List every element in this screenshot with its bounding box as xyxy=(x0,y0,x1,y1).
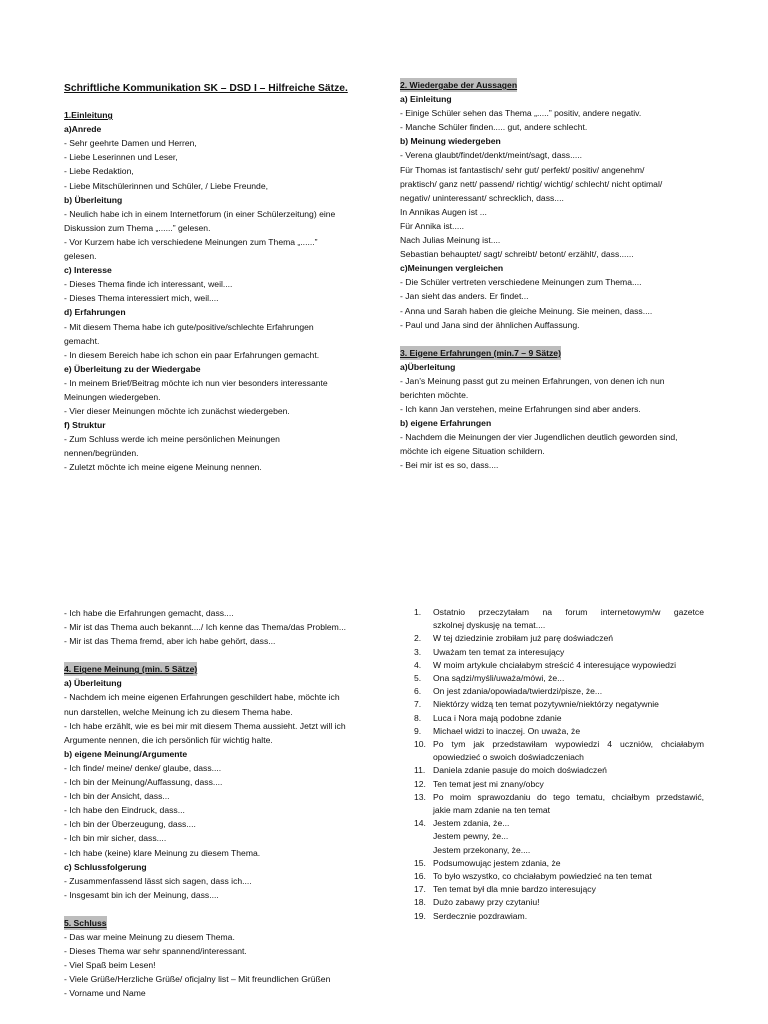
list-item xyxy=(414,883,704,896)
phrase-line xyxy=(64,446,384,460)
phrase-line xyxy=(64,136,384,150)
text: - Anna und Sarah haben die gleiche Meinung. Sie meinen, dass.... xyxy=(400,305,653,316)
text: - Nachdem ich meine eigenen Erfahrungen geschildert habe, möchte ich xyxy=(64,692,340,703)
list-number: 2. xyxy=(414,633,422,644)
phrase-line xyxy=(400,148,720,162)
phrase-line xyxy=(64,320,384,334)
list-item xyxy=(414,646,704,659)
phrase-line xyxy=(64,789,384,803)
phrase-line xyxy=(64,846,384,860)
page-title: Schriftliche Kommunikation SK – DSD I – Hilfreiche Sätze. xyxy=(64,83,348,94)
phrase-line xyxy=(64,432,384,446)
list-number: 9. xyxy=(414,725,422,736)
list-text xyxy=(433,632,704,645)
list-item xyxy=(414,738,704,764)
list-text xyxy=(433,857,704,870)
phrase-line xyxy=(400,318,720,332)
subheading xyxy=(64,860,384,874)
spacer xyxy=(64,648,384,662)
list-item xyxy=(414,791,704,817)
phrase-line xyxy=(64,972,384,986)
list-text xyxy=(433,685,704,698)
list-text xyxy=(433,896,704,909)
list-text-line: Ostatnio przeczytałam na forum internetowym/w gazetce xyxy=(433,607,704,617)
list-number: 3. xyxy=(414,646,422,657)
text: 1.Einleitung xyxy=(64,110,113,121)
phrase-line xyxy=(64,803,384,817)
list-item xyxy=(414,632,704,645)
text: - Das war meine Meinung zu diesem Thema. xyxy=(64,931,235,942)
text: b) eigene Meinung/Argumente xyxy=(64,748,188,759)
list-item xyxy=(414,606,704,632)
top-right-column xyxy=(400,78,720,473)
text: Diskussion zum Thema „......” gelesen. xyxy=(64,222,211,233)
section-heading xyxy=(400,78,720,92)
text: - Zum Schluss werde ich meine persönlichen Meinungen xyxy=(64,434,280,445)
phrase-line xyxy=(64,221,384,235)
text: - Ich kann Jan verstehen, meine Erfahrungen sind aber anders. xyxy=(400,404,641,415)
text: e) Überleitung zu der Wiedergabe xyxy=(64,363,201,374)
text: - Bei mir ist es so, dass.... xyxy=(400,460,499,471)
text: - Ich habe (keine) klare Meinung zu diesem Thema. xyxy=(64,847,261,858)
text: a)Anrede xyxy=(64,124,102,135)
phrase-line xyxy=(64,888,384,902)
spacer xyxy=(64,902,384,916)
list-text-line: opowiedzieć o swoich doświadczeniach xyxy=(433,752,584,763)
text: a) Überleitung xyxy=(64,678,122,689)
spacer xyxy=(400,332,720,346)
text: nun darstellen, welche Meinung ich zu diesem Thema habe. xyxy=(64,706,293,717)
list-item xyxy=(414,870,704,883)
subheading xyxy=(400,416,720,430)
text: - Viele Grüße/Herzliche Grüße/ oficjalny list – Mit freundlichen Grüßen xyxy=(64,974,331,985)
phrase-line xyxy=(64,376,384,390)
phrase-line xyxy=(64,150,384,164)
phrase-line xyxy=(400,219,720,233)
subheading xyxy=(64,362,384,376)
phrase-line xyxy=(400,191,720,205)
list-text-line: szkolnej dyskusję na temat.... xyxy=(433,620,546,631)
text: - Paul und Jana sind der ähnlichen Auffassung. xyxy=(400,319,580,330)
phrase-line xyxy=(64,944,384,958)
subheading xyxy=(64,418,384,432)
text: Für Annika ist..... xyxy=(400,220,464,231)
text: - Jan’s Meinung passt gut zu meinen Erfahrungen, von denen ich nun xyxy=(400,375,665,386)
list-text xyxy=(433,646,704,659)
text: - Die Schüler vertreten verschiedene Meinungen zum Thema.... xyxy=(400,277,642,288)
list-text-line: Jestem pewny, że... xyxy=(433,831,509,842)
list-text xyxy=(433,738,704,764)
list-text-line: Luca i Nora mają podobne zdanie xyxy=(433,712,562,723)
list-text xyxy=(433,725,704,738)
phrase-line xyxy=(64,733,384,747)
list-text xyxy=(433,606,704,632)
subheading xyxy=(400,134,720,148)
list-item xyxy=(414,712,704,725)
list-text-line: Niektórzy widzą ten temat pozytywnie/niektórzy negatywnie xyxy=(433,699,659,710)
text: - Jan sieht das anders. Er findet... xyxy=(400,291,529,302)
text: - Dieses Thema finde ich interessant, weil.... xyxy=(64,279,233,290)
list-number: 7. xyxy=(414,699,422,710)
text: möchte ich eigene Situation schildern. xyxy=(400,446,545,457)
list-number: 11. xyxy=(414,765,426,776)
text: Nach Julias Meinung ist.... xyxy=(400,235,501,246)
list-item xyxy=(414,698,704,711)
text: Argumente nennen, die ich persönlich für wichtig halte. xyxy=(64,734,273,745)
list-text-line: Daniela zdanie pasuje do moich doświadczeń xyxy=(433,765,607,776)
list-text xyxy=(433,659,704,672)
phrase-line xyxy=(400,106,720,120)
list-text xyxy=(433,870,704,883)
list-text xyxy=(433,764,704,777)
phrase-line xyxy=(64,620,384,634)
text: - Mir ist das Thema auch bekannt..../ Ich kenne das Thema/das Problem... xyxy=(64,622,346,633)
phrase-line xyxy=(400,163,720,177)
list-text-line: Po moim sprawozdaniu do tego tematu, chciałbym przedstawić, xyxy=(433,791,704,802)
list-text-line: Po tym jak przedstawiłam wypowiedzi 4 uczniów, chciałabym xyxy=(433,739,704,750)
phrase-line xyxy=(400,304,720,318)
text: - Ich bin der Überzeugung, dass.... xyxy=(64,819,196,830)
phrase-line xyxy=(64,719,384,733)
subheading xyxy=(400,92,720,106)
list-number: 4. xyxy=(414,659,422,670)
phrase-line xyxy=(64,291,384,305)
list-number: 17. xyxy=(414,884,426,895)
text: 2. Wiedergabe der Aussagen xyxy=(400,78,517,92)
top-left-column xyxy=(64,82,384,475)
section-heading xyxy=(400,346,720,360)
text: - Ich bin der Meinung/Auffassung, dass.... xyxy=(64,777,223,788)
subheading xyxy=(64,747,384,761)
phrase-line xyxy=(400,430,720,444)
list-number: 8. xyxy=(414,712,422,723)
subheading xyxy=(64,305,384,319)
phrase-line xyxy=(64,277,384,291)
text: In Annikas Augen ist ... xyxy=(400,206,487,217)
list-item xyxy=(414,685,704,698)
list-item xyxy=(414,725,704,738)
list-number: 14. xyxy=(414,818,426,829)
phrase-line xyxy=(64,817,384,831)
phrase-line xyxy=(400,275,720,289)
phrase-line xyxy=(64,179,384,193)
phrase-line xyxy=(400,458,720,472)
phrase-line xyxy=(64,460,384,474)
text: - Insgesamt bin ich der Meinung, dass.... xyxy=(64,889,219,900)
text: - Vor Kurzem habe ich verschiedene Meinungen zum Thema „......” xyxy=(64,236,318,247)
phrase-line xyxy=(64,249,384,263)
phrase-line xyxy=(400,402,720,416)
text: - In diesem Bereich habe ich schon ein paar Erfahrungen gemacht. xyxy=(64,349,320,360)
subheading xyxy=(400,360,720,374)
phrase-line xyxy=(400,388,720,402)
text: - Neulich habe ich in einem Internetforum (in einer Schülerzeitung) eine xyxy=(64,208,336,219)
phrase-line xyxy=(64,334,384,348)
list-number: 13. xyxy=(414,791,426,802)
list-text-line: W tej dziedzinie zrobiłam już parę doświadczeń xyxy=(433,633,614,644)
list-text xyxy=(433,817,704,857)
text: b) Meinung wiedergeben xyxy=(400,136,501,147)
list-number: 5. xyxy=(414,673,422,684)
text: c) Schlussfolgerung xyxy=(64,861,147,872)
phrase-line xyxy=(64,705,384,719)
list-item xyxy=(414,659,704,672)
text: - Ich bin der Ansicht, dass... xyxy=(64,791,170,802)
list-item xyxy=(414,896,704,909)
list-text-line: Dużo zabawy przy czytaniu! xyxy=(433,897,540,908)
list-number: 6. xyxy=(414,686,422,697)
text: - Dieses Thema interessiert mich, weil.... xyxy=(64,293,219,304)
list-number: 16. xyxy=(414,871,426,882)
text: - Vorname und Name xyxy=(64,988,146,999)
text: - Ich bin mir sicher, dass.... xyxy=(64,833,167,844)
list-text xyxy=(433,883,704,896)
bottom-left-column xyxy=(64,606,384,1000)
list-text xyxy=(433,910,704,923)
phrase-line xyxy=(64,761,384,775)
phrase-line xyxy=(64,986,384,1000)
text: - Liebe Mitschülerinnen und Schüler, / Liebe Freunde, xyxy=(64,180,268,191)
text: Sebastian behauptet/ sagt/ schreibt/ betont/ erzählt/, dass...... xyxy=(400,249,634,260)
text: - Dieses Thema war sehr spannend/interessant. xyxy=(64,946,247,957)
phrase-line xyxy=(400,247,720,261)
text: - Viel Spaß beim Lesen! xyxy=(64,960,156,971)
list-text-line: Michael widzi to inaczej. On uważa, że xyxy=(433,725,581,736)
phrase-line xyxy=(64,874,384,888)
text: praktisch/ ganz nett/ passend/ richtig/ wichtig/ schlecht/ nicht optimal/ xyxy=(400,178,663,189)
text: - Liebe Leserinnen und Leser, xyxy=(64,152,178,163)
text: Meinungen wiedergeben. xyxy=(64,391,161,402)
phrase-line xyxy=(64,930,384,944)
text: berichten möchte. xyxy=(400,389,469,400)
list-text-line: Ona sądzi/myśli/uważa/mówi, że... xyxy=(433,673,565,684)
phrase-line xyxy=(64,235,384,249)
list-text xyxy=(433,712,704,725)
text: f) Struktur xyxy=(64,420,106,431)
text: - Manche Schüler finden..... gut, andere schlecht. xyxy=(400,122,588,133)
sections-meinung-schluss xyxy=(64,606,384,1000)
subheading xyxy=(64,676,384,690)
sections-wiedergabe-erfahrungen xyxy=(400,78,720,473)
text: - Zusammenfassend lässt sich sagen, dass ich.... xyxy=(64,875,252,886)
subheading xyxy=(64,193,384,207)
phrase-line xyxy=(400,120,720,134)
text: b) eigene Erfahrungen xyxy=(400,418,492,429)
list-text xyxy=(433,672,704,685)
list-item xyxy=(414,910,704,923)
text: - Verena glaubt/findet/denkt/meint/sagt, dass..... xyxy=(400,150,583,161)
list-number: 1. xyxy=(414,607,422,617)
section-heading xyxy=(64,662,384,676)
phrase-line xyxy=(400,374,720,388)
text: 4. Eigene Meinung (min. 5 Sätze) xyxy=(64,662,197,676)
phrase-line xyxy=(64,348,384,362)
list-text-line: On jest zdania/opowiada/twierdzi/pisze, że... xyxy=(433,686,603,697)
list-text xyxy=(433,698,704,711)
text: a)Überleitung xyxy=(400,361,456,372)
list-text-line: To było wszystko, co chciałabym powiedzieć na ten temat xyxy=(433,871,652,882)
text: nennen/begründen. xyxy=(64,448,139,459)
list-text-line: Jestem przekonany, że.... xyxy=(433,844,531,855)
phrase-line xyxy=(64,207,384,221)
list-text xyxy=(433,791,704,817)
text: c)Meinungen vergleichen xyxy=(400,263,504,274)
list-number: 10. xyxy=(414,739,426,750)
list-text-line: Uważam ten temat za interesujący xyxy=(433,646,565,657)
list-item xyxy=(414,778,704,791)
text: - Nachdem die Meinungen der vier Jugendlichen deutlich geworden sind, xyxy=(400,432,678,443)
text: 3. Eigene Erfahrungen (min.7 – 9 Sätze) xyxy=(400,346,561,360)
text: - Ich habe den Eindruck, dass... xyxy=(64,805,185,816)
phrase-line xyxy=(400,444,720,458)
list-item xyxy=(414,764,704,777)
text: - Sehr geehrte Damen und Herren, xyxy=(64,138,197,149)
list-number: 15. xyxy=(414,857,426,868)
subheading xyxy=(400,261,720,275)
list-item xyxy=(414,672,704,685)
phrase-line xyxy=(64,404,384,418)
text: c) Interesse xyxy=(64,265,112,276)
phrase-line xyxy=(400,233,720,247)
text: - Liebe Redaktion, xyxy=(64,166,134,177)
list-text-line: Jestem zdania, że... xyxy=(433,818,510,829)
text: - Einige Schüler sehen das Thema „.....” positiv, andere negativ. xyxy=(400,108,642,119)
text: a) Einleitung xyxy=(400,94,452,105)
phrase-line xyxy=(400,177,720,191)
phrase-line xyxy=(64,958,384,972)
text: b) Überleitung xyxy=(64,194,123,205)
text: - Ich habe erzählt, wie es bei mir mit diesem Thema aussieht. Jetzt will ich xyxy=(64,720,346,731)
list-text-line: jakie mam zdanie na ten temat xyxy=(433,805,551,816)
phrase-line xyxy=(64,775,384,789)
text: - Vier dieser Meinungen möchte ich zunächst wiedergeben. xyxy=(64,406,290,417)
text: - Ich habe die Erfahrungen gemacht, dass.... xyxy=(64,608,234,618)
list-text-line: Serdecznie pozdrawiam. xyxy=(433,910,528,921)
list-number: 19. xyxy=(414,910,426,921)
section-heading xyxy=(64,108,384,122)
list-item xyxy=(414,857,704,870)
text: - Ich finde/ meine/ denke/ glaube, dass.... xyxy=(64,762,222,773)
section-einleitung xyxy=(64,108,384,474)
text: - Mir ist das Thema fremd, aber ich habe gehört, dass... xyxy=(64,636,276,647)
list-item xyxy=(414,817,704,857)
phrase-line xyxy=(64,634,384,648)
list-number: 18. xyxy=(414,897,426,908)
list-number: 12. xyxy=(414,778,426,789)
text: gemacht. xyxy=(64,335,100,346)
phrase-line xyxy=(64,164,384,178)
polish-phrase-list xyxy=(414,606,704,923)
text: 5. Schluss xyxy=(64,916,107,930)
phrase-line xyxy=(64,390,384,404)
text: Für Thomas ist fantastisch/ sehr gut/ perfekt/ positiv/ angenehm/ xyxy=(400,164,645,175)
list-text-line: Ten temat był dla mnie bardzo interesujący xyxy=(433,884,596,895)
list-text xyxy=(433,778,704,791)
phrase-line xyxy=(64,831,384,845)
section-heading xyxy=(64,916,384,930)
text: - In meinem Brief/Beitrag möchte ich nun vier besonders interessante xyxy=(64,377,328,388)
list-text-line: Ten temat jest mi znany/obcy xyxy=(433,778,544,789)
phrase-line xyxy=(64,690,384,704)
text: gelesen. xyxy=(64,251,97,262)
phrase-line xyxy=(400,205,720,219)
text: - Mit diesem Thema habe ich gute/positive/schlechte Erfahrungen xyxy=(64,321,314,332)
subheading xyxy=(64,263,384,277)
list-text-line: Podsumowując jestem zdania, że xyxy=(433,857,561,868)
text: - Zuletzt möchte ich meine eigene Meinung nennen. xyxy=(64,462,262,473)
list-text-line: W moim artykule chciałabym streścić 4 interesujące wypowiedzi xyxy=(433,659,677,670)
text: negativ/ uninteressant/ schrecklich, dass.... xyxy=(400,192,564,203)
phrase-line xyxy=(400,289,720,303)
subheading xyxy=(64,122,384,136)
phrase-line xyxy=(64,606,384,620)
text: d) Erfahrungen xyxy=(64,307,126,318)
